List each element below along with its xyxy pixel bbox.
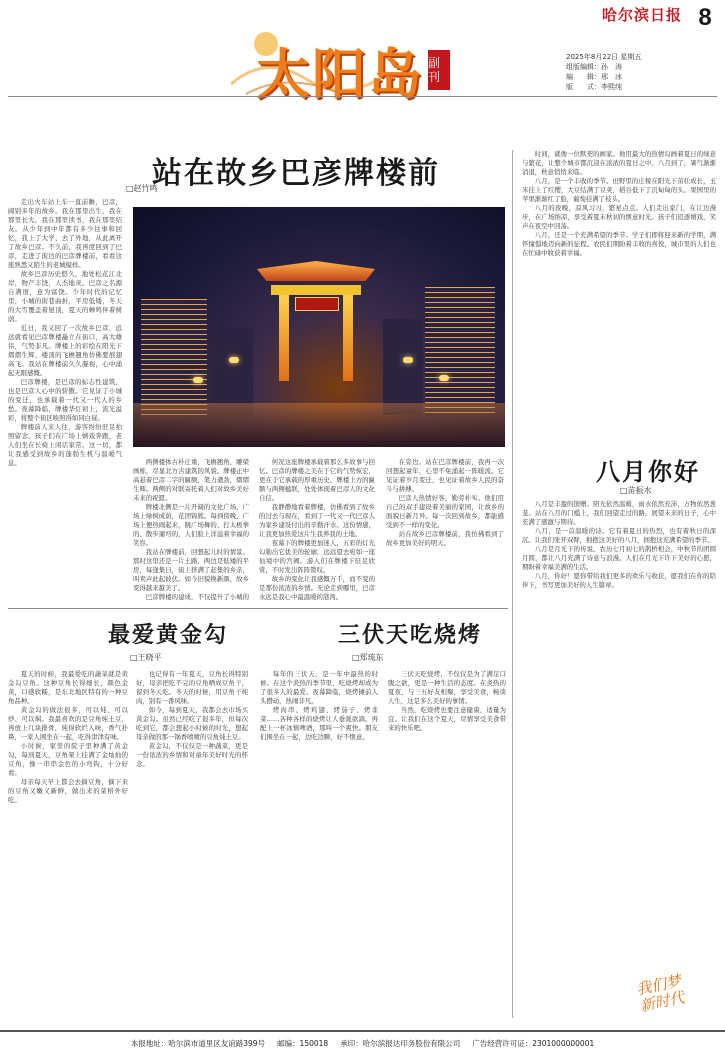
footer-address: 本报地址：哈尔滨市道里区友谊路399号	[130, 1038, 266, 1048]
main-article-col-1: 走出火车站上车一直前瞻，巴彦，阔别多年的故乡。我在那里出生，我在那里长大，我在那里读书，我在那里结友。从少年到中年都有多少往事和回忆，我上了大学，去了外地，从此离开了故乡巴彦。不久前，我再度回到了巴彦，走进了街边的巴彦牌楼前，看看这座熟悉又陌生的老城模样。 故乡巴彦历史悠久，地处松花江北岸，物产丰饶，人杰地灵。巴彦之名源自满语，意为富饶。少年时代的记忆里，小城的街巷曲折，平房低矮，冬天的大雪覆盖着屋顶，夏天的蝉鸣伴着树荫。 近日，我又回了一次故乡巴彦，远远就看见巴彦牌楼矗立在街口，高大雄伟，气势非凡。牌楼上的彩绘在阳光下熠熠生辉，楼顶的飞檐翘角仿佛要展翅高飞。我站在牌楼前久久凝视，心中涌起无限感慨。 巴彦牌楼，是巴彦的标志性建筑，也是巴彦人心中的骄傲。它见证了小城的变迁，也承载着一代又一代人的乡愁。夜幕降临，牌楼华灯初上，流光溢彩，将整个街区映照得如同白昼。 牌楼前人来人往，游客纷纷驻足拍照留念，孩子们在广场上嬉戏奔跑，老人们坐在长椅上闲话家常。这一切，都让我感受到故乡的蓬勃生机与温暖气息。	[8, 198, 122, 467]
footer-ad-license: 广告经营许可证：2301000000001	[472, 1038, 595, 1048]
masthead-rule	[8, 96, 717, 97]
paifang-gate	[257, 261, 375, 381]
section-banner-title: 太阳岛	[256, 42, 424, 106]
side-article-title: 八月你好	[596, 457, 700, 486]
gold-article-col-2: 也记得有一年夏天，豆角长得特别好，母亲把吃不完的豆角晒成豆角干，留到冬天吃。冬天的时候，用豆角干炖肉，别有一番风味。 如今，每到夏天，我都会去市场买黄金勾。虽然已经吃了很多年，但每次吃到它，都会想起小时候的时光，想起母亲做的那一锅香喷喷的豆角炖土豆。 黄金勾，不仅仅是一种蔬菜，更是一份浓浓的乡情和对童年美好时光的怀念。	[136, 670, 248, 768]
column-divider	[512, 150, 513, 1018]
slogan-logo: 我们梦 新时代	[634, 971, 687, 1016]
side-article-byline: □苗振水	[620, 486, 652, 495]
editor-name: 编 辑：邢 冰	[566, 73, 622, 81]
editor-line: 组版编辑：孙 涛	[566, 63, 622, 71]
side-article-col-bottom: 八月是丰盈的馈赠。阳光依然温暖，雨水依然充沛，万物依然葱茏。站在八月的门槛上，我们回望走过的路，展望未来的日子，心中充满了感激与期待。 八月，是一首温暖的诗。它有着夏日的热烈，也有着秋日的深沉。让我们张开双臂，拥抱这美好的八月，拥抱这充满希望的季节。 八月是月光下的传说。农历七月初七的鹊桥相会，中秋节的团圆月圆，都让八月充满了诗意与浪漫。人们在月光下许下美好的心愿，期盼着幸福美满的生活。 八月，你好！愿你带给我们更多的欢乐与收获，愿我们在你的陪伴下，书写更加美好的人生篇章。	[522, 500, 716, 589]
newspaper-brand: 哈尔滨日报	[602, 6, 683, 24]
main-article-col-2: 两侧楼体古朴庄重，飞檐翘角，雕梁画栋，尽显北方古建筑的风貌。牌楼正中高悬着巴彦二字的匾额，笔力遒劲，熠熠生辉。两侧的对联寄托着人们对故乡美好未来的祝愿。 牌楼北侧是一片开阔的文化广场，广场上绿树成荫，花团锦簇。每到傍晚，广场上便热闹起来，跳广场舞的、打太极拳的、散步遛弯的，人们脸上洋溢着幸福的笑容。 我站在牌楼前，回想起儿时的情景。那时这里还是一片土路，两边是低矮的平房，每逢集日，街上挤满了赶集的乡亲，叫卖声此起彼伏。如今旧貌换新颜，故乡变得越来越美了。 巴彦牌楼的建成，不仅提升了小城的	[133, 458, 249, 601]
gold-article-col-1: 夏天的时候，我最爱吃的蔬菜就是黄金勾豆角。这种豆角长得细长，颜色金黄，口感软糯，是东北地区特有的一种豆角品种。 黄金勾的做法很多，可以炖、可以炒、可以焖。我最喜欢的是豆角炖土豆，再放上几块排骨，炖得软烂入味，香气扑鼻，一家人围坐在一起，吃得津津有味。 小时候，家里的院子里种满了黄金勾，每到夏天，豆角架上挂满了金灿灿的豆角，像一串串金色的小弯钩，十分好看。 母亲每天早上都会去摘豆角，摘下来的豆角又嫩又新鲜，做出来的菜格外好吃。	[8, 670, 128, 804]
main-article-col-3: 何况这座牌楼承载着那么多故事与回忆。巴彦的牌楼之美在于它的气势恢宏，更在于它承载的厚重历史。牌楼上方的匾额与两侧楹联，处处体现着巴彦人的文化自信。 我静静地看着牌楼，仿佛看到了故乡的过去与现在，看到了一代又一代巴彦人为家乡建设付出的辛勤汗水。这份情感，让我更加热爱这片生我养我的土地。 夜幕下的牌楼更加迷人，五彩的灯光勾勒出它优美的轮廓，远远望去宛如一座仙境中的宫阙。游人们在牌楼下驻足欣赏，不时发出阵阵赞叹。 故乡的变化让我感慨万千，而不变的是那份浓浓的乡情。无论走到哪里，巴彦永远是我心中最温暖的港湾。	[259, 458, 375, 601]
main-article-byline: □赵竹鸣	[126, 184, 158, 193]
bbq-article-title: 三伏天吃烧烤	[338, 622, 483, 648]
footer-postcode: 邮编：150018	[277, 1038, 329, 1048]
footer-printer: 承印：哈尔滨报达印务股份有限公司	[340, 1038, 461, 1048]
side-article-col-top: 时间，就像一位默契的画家。他用最大的热情勾画着夏日的绿意与繁花，让整个城市都沉浸在浓浓的夏日之中。八月到了，暑气渐渐消退，秋意悄悄来临。 八月，是一个丰收的季节。田野里的庄稼在阳光下茁壮成长，玉米挂上了红缨，大豆结满了豆荚，稻谷低下了沉甸甸的头。果园里的苹果渐渐红了脸，葡萄挂满了枝头。 八月的夜晚，凉风习习，繁星点点。人们走出家门，在江边漫步，在广场纳凉，享受着夏末秋初的惬意时光。孩子们追逐嬉戏，笑声在夜空中回荡。 八月，还是一个充满希望的季节。学子们即将迎来新的学期，满怀憧憬地迈向新的征程。农民们期盼着丰收的喜悦，城市里的人们也在忙碌中收获着幸福。	[522, 150, 716, 257]
page-number: 8	[698, 4, 712, 31]
supplement-tag: 副刊	[428, 50, 450, 90]
section-rule	[8, 608, 508, 609]
paifang-night-photo	[133, 207, 505, 447]
bbq-article-col-2: 三伏天吃烧烤，不仅仅是为了满足口腹之欲，更是一种生活的态度。在炎热的夏夜，与三五好友相聚，享受美食，畅谈人生，这是多么美好的事情。 当然，吃烧烤也要注意健康，适量为宜。让我们在这个夏天，尽情享受美食带来的快乐吧。	[388, 670, 506, 732]
gold-article-title: 最爱黄金勾	[108, 622, 229, 648]
gold-article-byline: □王晓平	[130, 653, 162, 662]
issue-date: 2025年8月22日 星期五	[566, 53, 642, 61]
bbq-article-byline: □郑琉东	[352, 653, 384, 662]
main-article-title: 站在故乡巴彦牌楼前	[152, 156, 440, 191]
page-footer	[0, 1030, 725, 1054]
proof-name: 版 式：李熙纯	[566, 83, 622, 91]
bbq-article-col-1: 每年的三伏天，是一年中最热的时候。在这个炎热的季节里，吃烧烤却成为了很多人的最爱。夜幕降临，烧烤摊前人头攒动，热闹非凡。 烤肉串、烤鸡翅、烤茄子、烤韭菜……各种各样的烧烤让人垂涎欲滴。再配上一杯冰镇啤酒，那叫一个爽快。朋友们围坐在一起，边吃边聊，好不惬意。	[260, 670, 378, 741]
main-article-col-4: 在旁边。站在巴彦牌楼前，我再一次回想起童年，心里不免涌起一阵暖流。它见证着岁月变迁，也见证着故乡人民的奋斗与拼搏。 巴彦人热情好客，勤劳朴实。他们用自己的双手建设着美丽的家园，让故乡的面貌日新月异。每一次回到故乡，都能感受到不一样的变化。 站在故乡巴彦牌楼前，我仿佛看到了故乡更加美好的明天。	[386, 458, 504, 547]
issue-info	[566, 52, 641, 92]
